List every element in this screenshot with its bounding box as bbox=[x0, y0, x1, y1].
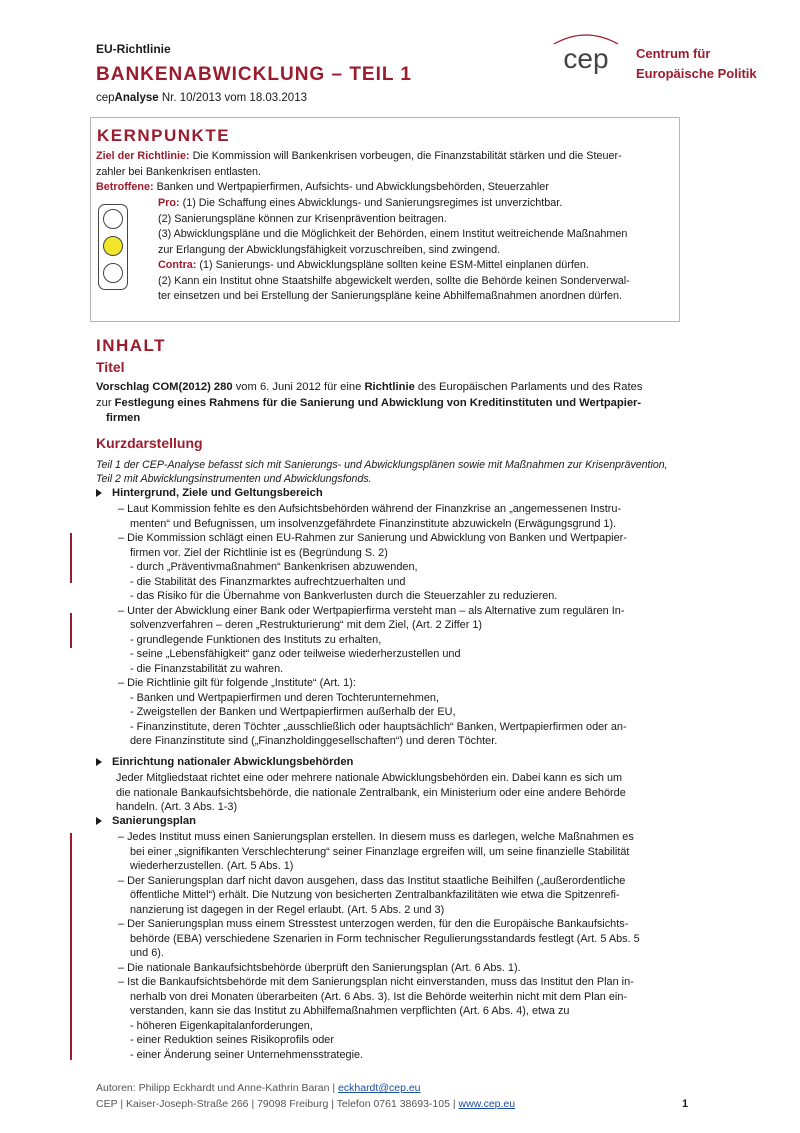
text-line: - grundlegende Funktionen des Instituts zu erhalten, bbox=[130, 633, 382, 646]
traffic-light-middle bbox=[103, 236, 123, 256]
titel-text bbox=[96, 380, 696, 427]
hintergrund-list bbox=[118, 502, 698, 749]
text-line: - durch „Präventivmaßnahmen“ Bankenkrisen abzuwenden, bbox=[130, 561, 418, 573]
text-line: wiederherzustellen. (Art. 5 Abs. 1) bbox=[130, 860, 294, 872]
meta-rest: Nr. 10/2013 vom 18.03.2013 bbox=[158, 92, 307, 104]
change-bar bbox=[70, 533, 72, 583]
text-line: und 6). bbox=[130, 947, 164, 959]
logo-wordmark: cep bbox=[563, 43, 609, 74]
proposal-ref: Vorschlag COM(2012) 280 bbox=[96, 381, 233, 393]
author-email-link[interactable]: eckhardt@cep.eu bbox=[338, 1082, 421, 1094]
ziel-label: Ziel der Richtlinie: bbox=[96, 150, 190, 162]
text-line: – Ist die Bankaufsichtsbehörde mit dem Sanierungsplan nicht einverstanden, muss das Institut den Plan in- bbox=[118, 976, 634, 988]
meta-prefix: cep bbox=[96, 92, 115, 104]
pro-item-3a: (3) Abwicklungspläne und die Möglichkeit der Behörden, einem Institut weitreichende Maßnahmen bbox=[158, 228, 628, 240]
footer-authors bbox=[96, 1082, 421, 1094]
change-bar bbox=[70, 613, 72, 648]
titel-heading: Titel bbox=[96, 359, 125, 375]
text-line: – Die Richtlinie gilt für folgende „Institute“ (Art. 1): bbox=[118, 677, 356, 689]
section-hintergrund-title: Hintergrund, Ziele und Geltungsbereich bbox=[112, 487, 323, 499]
text-line: behörde (EBA) verschiedene Szenarien in Form technischer Regulierungsstandards festlegt (Art. 5 Abs. 5 bbox=[130, 932, 640, 945]
text-line: bei einer „signifikanten Verschlechterung“ seiner Finanzlage ergreifen will, um seine finanzielle Stabilität bbox=[130, 845, 630, 858]
contra-item-2b: ter einsetzen und bei Erstellung der Sanierungspläne keine Abhilfemaßnahmen anordnen dürfen. bbox=[158, 290, 622, 302]
text-line: – Der Sanierungsplan darf nicht davon ausgehen, dass das Institut staatliche Beihilfen („außerordentliche bbox=[118, 874, 626, 887]
titel-l1-b: vom 6. Juni 2012 für eine bbox=[232, 381, 365, 393]
pro-item-1 bbox=[158, 196, 678, 212]
text-line: - Finanzinstitute, deren Töchter „ausschließlich oder hauptsächlich“ Banken, Wertpapierfirmen oder an- bbox=[130, 720, 627, 733]
traffic-light-icon bbox=[98, 204, 128, 290]
titel-line-1 bbox=[96, 380, 696, 396]
footer-address-text: CEP | Kaiser-Joseph-Straße 266 | 79098 Freiburg | Telefon 0761 38693-105 | bbox=[96, 1098, 459, 1110]
org-name-line2: Europäische Politik bbox=[636, 66, 757, 81]
abwicklungsbehoerden-text bbox=[116, 771, 701, 815]
pro-item-2: (2) Sanierungspläne können zur Krisenprävention beitragen. bbox=[158, 212, 447, 225]
text-line: - seine „Lebensfähigkeit“ ganz oder teilweise wiederherzustellen und bbox=[130, 648, 461, 660]
text-line: nanzierung ist dagegen in der Regel erlaubt. (Art. 5 Abs. 2 und 3) bbox=[130, 903, 445, 916]
titel-line-3: firmen bbox=[106, 412, 141, 424]
text-line: - Banken und Wertpapierfirmen und deren Tochterunternehmen, bbox=[130, 691, 439, 704]
document-meta bbox=[96, 92, 307, 104]
text-line: - einer Reduktion seines Risikoprofils oder bbox=[130, 1034, 334, 1046]
triangle-bullet-icon bbox=[96, 489, 102, 497]
section-sanierungsplan bbox=[96, 815, 196, 827]
contra-item-2a: (2) Kann ein Institut ohne Staatshilfe abgewickelt werden, sollte die Behörde keinen Sonderverwal- bbox=[158, 274, 630, 287]
website-link[interactable]: www.cep.eu bbox=[458, 1098, 516, 1110]
inhalt-title: INHALT bbox=[96, 336, 167, 355]
text-line: - höheren Eigenkapitalanforderungen, bbox=[130, 1019, 313, 1032]
footer-address bbox=[96, 1098, 515, 1110]
intro-line-2: Teil 2 mit Abwicklungsinstrumenten und Abwicklungsfonds. bbox=[96, 473, 372, 485]
pro-text-1: (1) Die Schaffung eines Abwicklungs- und Sanierungsregimes ist unverzichtbar. bbox=[179, 197, 563, 209]
footer-authors-text: Autoren: Philipp Eckhardt und Anne-Kathrin Baran | bbox=[96, 1082, 339, 1094]
titel-l2-b: Festlegung eines Rahmens für die Sanierung und Abwicklung von Kreditinstituten und Wertpapier- bbox=[114, 396, 642, 409]
betroffene-text bbox=[96, 180, 549, 196]
text-line: – Der Sanierungsplan muss einem Stresstest unterzogen werden, für den die Europäische Bankaufsichts- bbox=[118, 918, 629, 930]
org-name bbox=[636, 44, 757, 84]
traffic-light-top bbox=[103, 209, 123, 229]
section-abwicklungsbehoerden-title: Einrichtung nationaler Abwicklungsbehörden bbox=[112, 756, 354, 768]
kurzdarstellung-intro bbox=[96, 458, 696, 486]
document-type: EU-Richtlinie bbox=[96, 42, 171, 56]
betroffene-label: Betroffene: bbox=[96, 181, 154, 193]
ziel-text-2: zahler bei Bankenkrisen entlasten. bbox=[96, 165, 262, 178]
section-sanierungsplan-title: Sanierungsplan bbox=[112, 815, 196, 827]
titel-l1-c: Richtlinie bbox=[364, 381, 415, 393]
text-line: handeln. (Art. 3 Abs. 1-3) bbox=[116, 801, 238, 813]
section-abwicklungsbehoerden bbox=[96, 756, 353, 768]
contra-text-1: (1) Sanierungs- und Abwicklungspläne sollten keine ESM-Mittel einplanen dürfen. bbox=[196, 259, 589, 271]
cep-logo bbox=[540, 30, 632, 80]
text-line: solvenzverfahren – deren „Restrukturierung“ mit dem Ziel, (Art. 2 Ziffer 1) bbox=[130, 619, 483, 631]
text-line: – Die nationale Bankaufsichtsbehörde überprüft den Sanierungsplan (Art. 6 Abs. 1). bbox=[118, 961, 521, 974]
text-line: öffentliche Mittel“) erhält. Die Nutzung von besicherten Zentralbankfazilitäten wie etwa die Spitzenrefi- bbox=[130, 889, 620, 901]
triangle-bullet-icon bbox=[96, 758, 102, 766]
titel-line-2 bbox=[96, 396, 696, 412]
traffic-light-bottom bbox=[103, 263, 123, 283]
page-number: 1 bbox=[682, 1098, 689, 1110]
sanierungsplan-list bbox=[118, 830, 698, 1062]
text-line: - Zweigstellen der Banken und Wertpapierfirmen außerhalb der EU, bbox=[130, 706, 456, 718]
kernpunkte-title: KERNPUNKTE bbox=[97, 126, 231, 145]
text-line: - die Finanzstabilität zu wahren. bbox=[130, 662, 284, 675]
betroffene-value: Banken und Wertpapierfirmen, Aufsichts- und Abwicklungsbehörden, Steuerzahler bbox=[153, 181, 549, 193]
titel-l1-d: des Europäischen Parlaments und des Rates bbox=[414, 381, 643, 393]
change-bar bbox=[70, 833, 72, 1060]
text-line: – Unter der Abwicklung einer Bank oder Wertpapierfirma versteht man – als Alternative zum regulären In- bbox=[118, 604, 625, 617]
text-line: die nationale Bankaufsichtsbehörde, die nationale Zentralbank, ein Ministerium oder eine andere Behörde bbox=[116, 786, 626, 799]
text-line: - die Stabilität des Finanzmarktes aufrechtzuerhalten und bbox=[130, 575, 406, 588]
titel-l2-a: zur bbox=[96, 396, 115, 409]
intro-line-1: Teil 1 der CEP-Analyse befasst sich mit Sanierungs- und Abwicklungsplänen sowie mit Maßnahmen zur Krisenprävention, bbox=[96, 459, 668, 471]
pro-item-3b: zur Erlangung der Abwicklungsfähigkeit vorzuschreiben, sind zwingend. bbox=[158, 243, 501, 256]
text-line: menten“ und Befugnissen, um insolvenzgefährdete Finanzinstitute abzuwickeln (Erwägungsgrund 1). bbox=[130, 517, 617, 530]
meta-bold: Analyse bbox=[114, 92, 159, 104]
text-line: Jeder Mitgliedstaat richtet eine oder mehrere nationale Abwicklungsbehörden ein. Dabei kann es sich um bbox=[116, 772, 623, 784]
ziel-text bbox=[96, 149, 676, 180]
text-line: – Die Kommission schlägt einen EU-Rahmen zur Sanierung und Abwicklung von Banken und Wertpapier- bbox=[118, 532, 627, 544]
text-line: dere Finanzinstitute sind („Finanzholdinggesellschaften“) und deren Töchter. bbox=[130, 735, 498, 747]
text-line: – Jedes Institut muss einen Sanierungsplan erstellen. In diesem muss es darlegen, welche Maßnahmen es bbox=[118, 831, 634, 843]
text-line: nerhalb von drei Monaten überarbeiten (Art. 6 Abs. 3). Ist die Behörde weiterhin nicht mit dem Plan ein- bbox=[130, 990, 628, 1003]
section-hintergrund bbox=[96, 487, 323, 499]
triangle-bullet-icon bbox=[96, 817, 102, 825]
org-name-line1: Centrum für bbox=[636, 46, 711, 61]
text-line: - einer Änderung seiner Unternehmensstrategie. bbox=[130, 1048, 364, 1061]
ziel-text-1: Die Kommission will Bankenkrisen vorbeugen, die Finanzstabilität stärken und die Steuer- bbox=[189, 150, 622, 162]
text-line: - das Risiko für die Übernahme von Bankverlusten durch die Steuerzahler zu reduzieren. bbox=[130, 590, 558, 602]
document-title: BANKENABWICKLUNG – TEIL 1 bbox=[96, 64, 412, 85]
contra-item-1 bbox=[158, 258, 678, 274]
text-line: verstanden, kann sie das Institut zu Abhilfemaßnahmen verpflichten (Art. 6 Abs. 4), etwa zu bbox=[130, 1005, 570, 1017]
text-line: – Laut Kommission fehlte es den Aufsichtsbehörden während der Finanzkrise an „angemessenen Instru- bbox=[118, 503, 622, 515]
pro-label: Pro: bbox=[158, 197, 180, 209]
pro-contra-list bbox=[158, 196, 678, 305]
text-line: firmen vor. Ziel der Richtlinie ist es (Begründung S. 2) bbox=[130, 546, 388, 559]
kurzdarstellung-heading: Kurzdarstellung bbox=[96, 435, 203, 451]
contra-label: Contra: bbox=[158, 259, 197, 271]
